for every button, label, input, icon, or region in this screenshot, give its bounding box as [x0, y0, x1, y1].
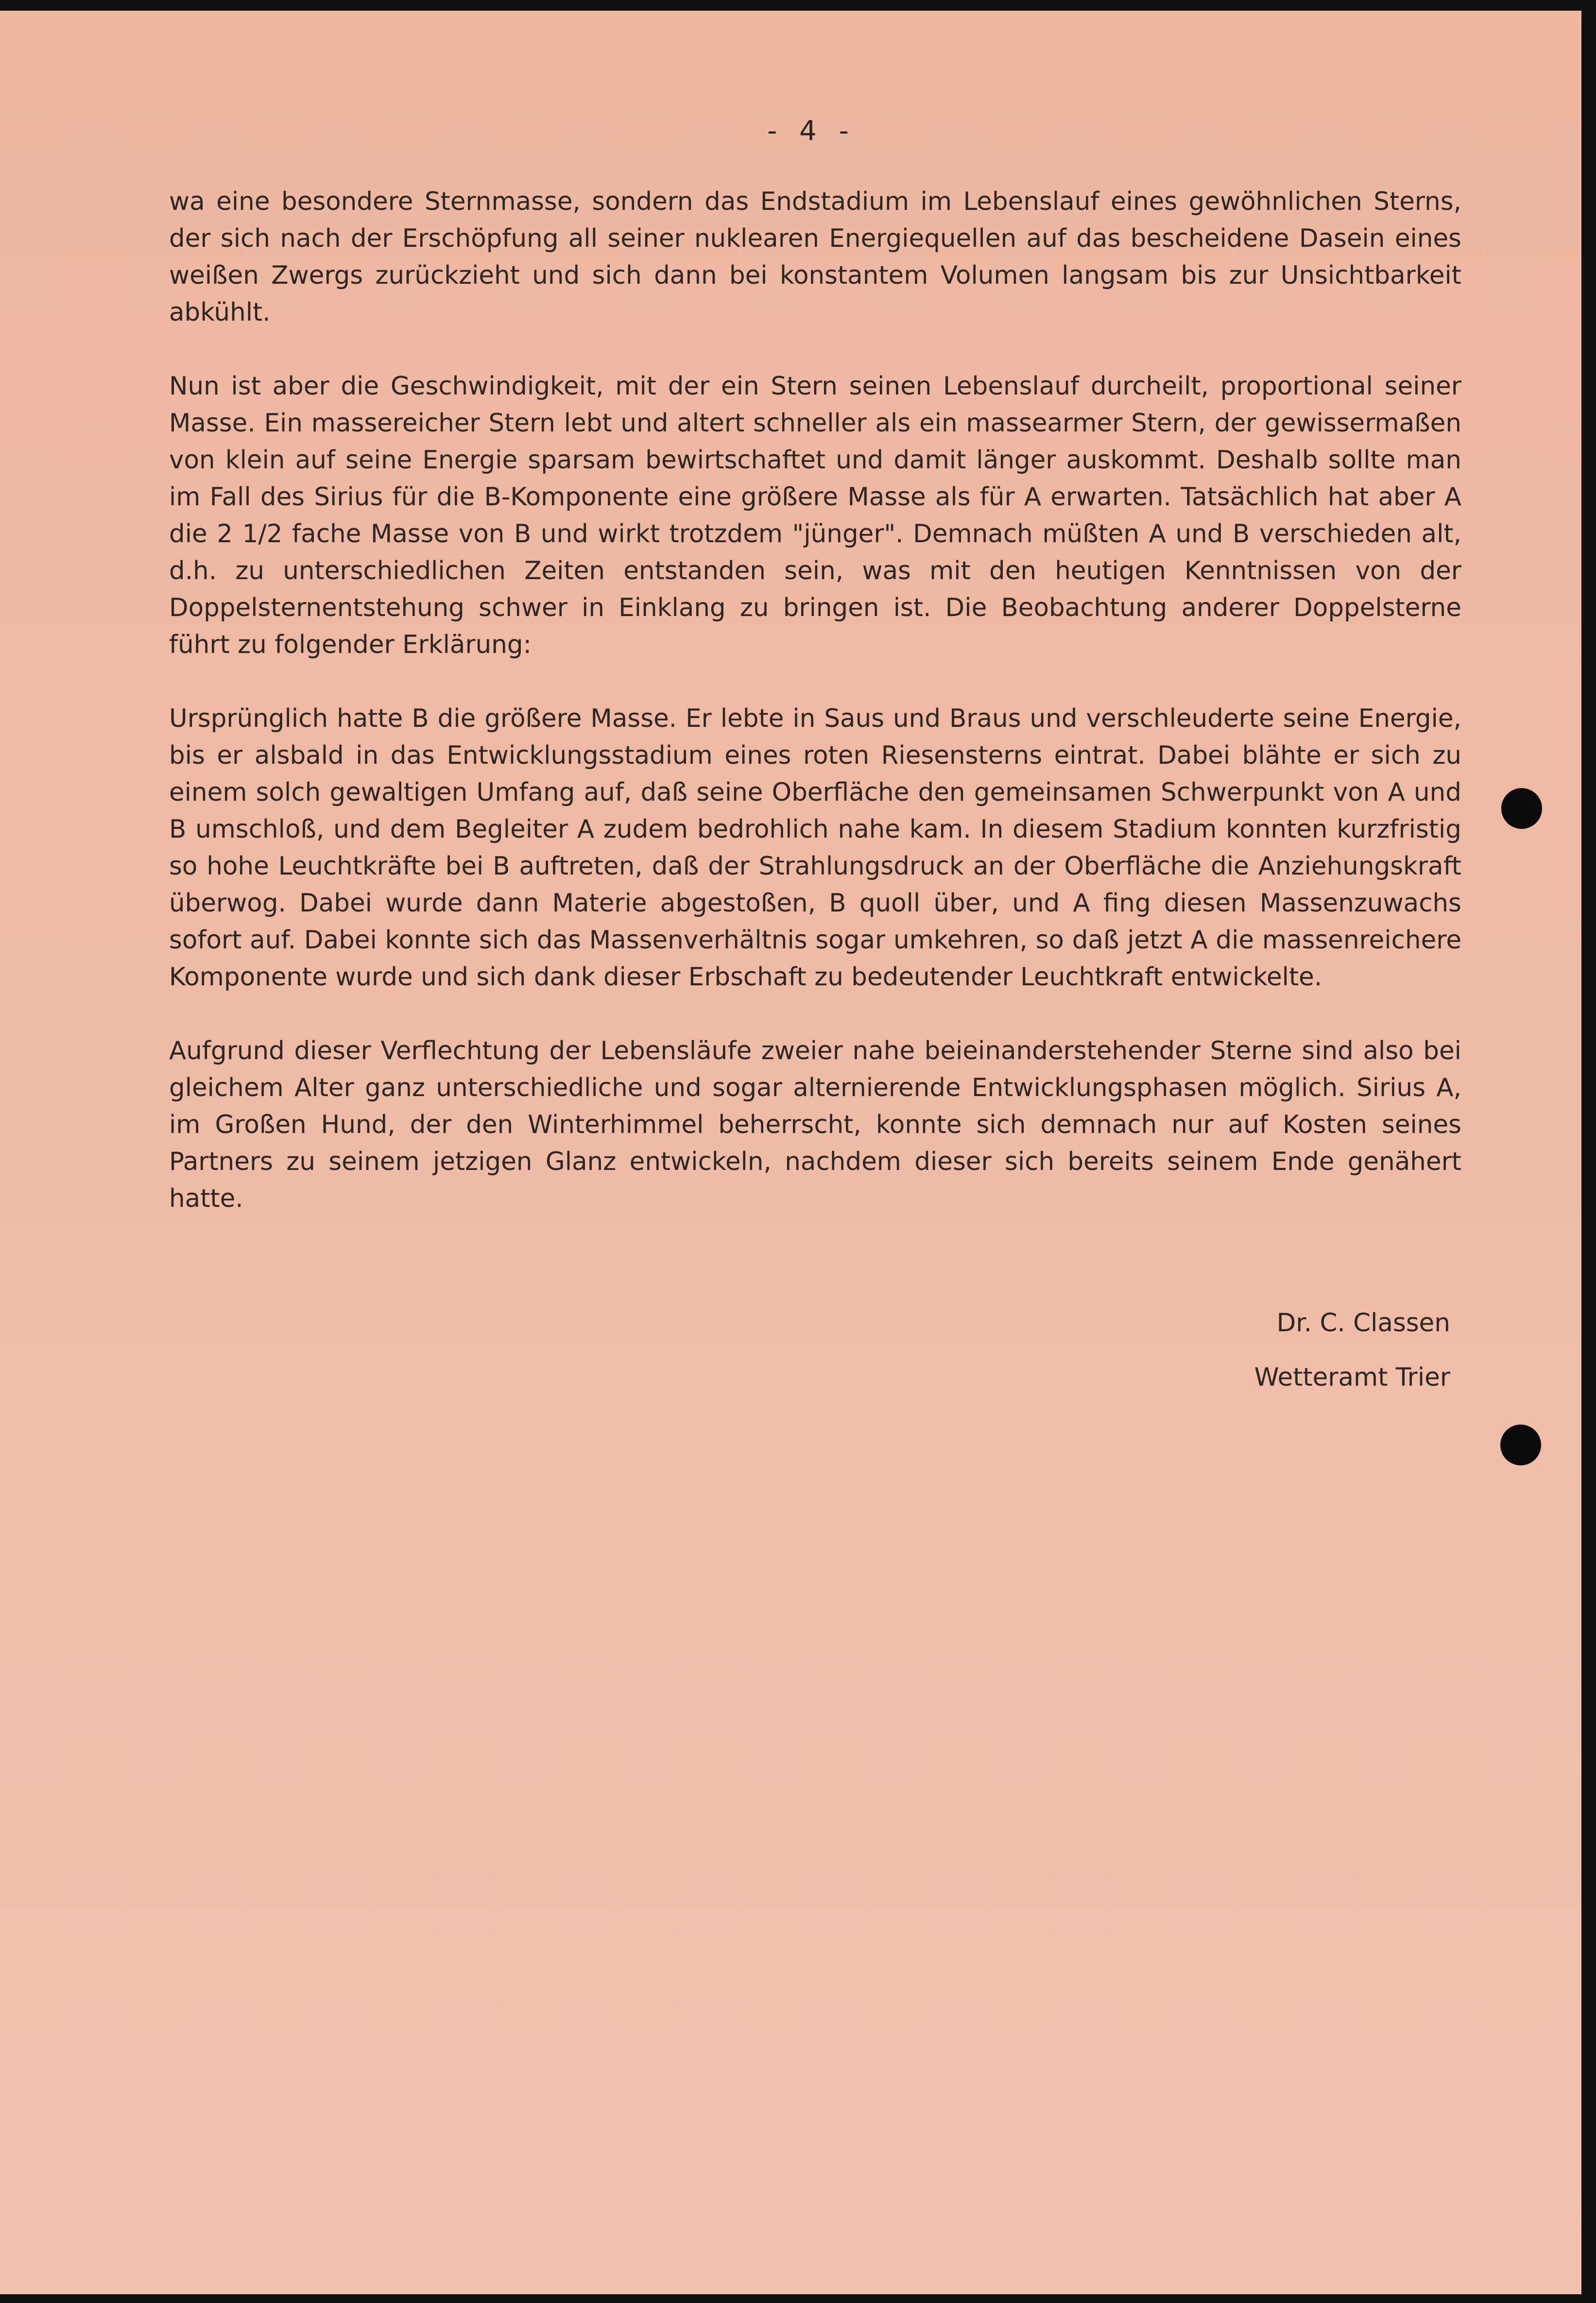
punch-hole	[1500, 1425, 1541, 1465]
author-name: Dr. C. Classen	[1276, 1308, 1450, 1338]
paragraph: Aufgrund dieser Verflechtung der Lebensläufe zweier nahe beieinanderstehender Sterne sind also bei gleichem Alter ganz unterschiedliche und sogar alternierende Entwicklungsphasen möglich. Sirius A, im Großen Hund, der den Winterhimmel beherrscht, konnte sich demnach nur auf Kosten seines Partners zu seinem jetzigen Glanz entwickeln, nachdem dieser sich bereits seinem Ende genähert hatte.	[169, 1036, 1461, 1213]
paragraph: Nun ist aber die Geschwindigkeit, mit der ein Stern seinen Lebenslauf durcheilt, proportional seiner Masse. Ein massereicher Stern lebt und altert schneller als ein massearmer Stern, der gewissermaßen von klein auf seine Energie sparsam bewirtschaftet und damit länger auskommt. Deshalb sollte man im Fall des Sirius für die B-Komponente eine größere Masse als für A erwarten. Tatsächlich hat aber A die 2 1/2 fache Masse von B und wirkt trotzdem "jünger". Demnach müßten A und B verschieden alt, d.h. zu unterschiedlichen Zeiten entstanden sein, was mit den heutigen Kenntnissen von der Doppelsternentstehung schwer in Einklang zu bringen ist. Die Beobachtung anderer Doppelsterne führt zu folgender Erklärung:	[169, 372, 1461, 659]
body-text	[169, 183, 1461, 1254]
page-number: - 4 -	[767, 115, 856, 147]
paragraph: wa eine besondere Sternmasse, sondern das Endstadium im Lebenslauf eines gewöhnlichen Sterns, der sich nach der Erschöpfung all seiner nuklearen Energiequellen auf das bescheidene Dasein eines weißen Zwergs zurückzieht und sich dann bei konstantem Volumen langsam bis zur Unsichtbarkeit abkühlt.	[169, 187, 1461, 327]
paragraph: Ursprünglich hatte B die größere Masse. Er lebte in Saus und Braus und verschleuderte seine Energie, bis er alsbald in das Entwicklungsstadium eines roten Riesensterns eintrat. Dabei blähte er sich zu einem solch gewaltigen Umfang auf, daß seine Oberfläche den gemeinsamen Schwerpunkt von A und B umschloß, und dem Begleiter A zudem bedrohlich nahe kam. In diesem Stadium konnten kurzfristig so hohe Leuchtkräfte bei B auftreten, daß der Strahlungsdruck an der Oberfläche die Anziehungskraft überwog. Dabei wurde dann Materie abgestoßen, B quoll über, und A fing diesen Massenzuwachs sofort auf. Dabei konnte sich das Massenverhältnis sogar umkehren, so daß jetzt A die massenreichere Komponente wurde und sich dank dieser Erbschaft zu bedeutender Leuchtkraft entwickelte.	[169, 704, 1461, 992]
punch-hole	[1501, 788, 1542, 829]
author-institution: Wetteramt Trier	[1254, 1363, 1450, 1392]
signature-block	[1254, 1296, 1450, 1405]
document-page	[0, 11, 1581, 2294]
